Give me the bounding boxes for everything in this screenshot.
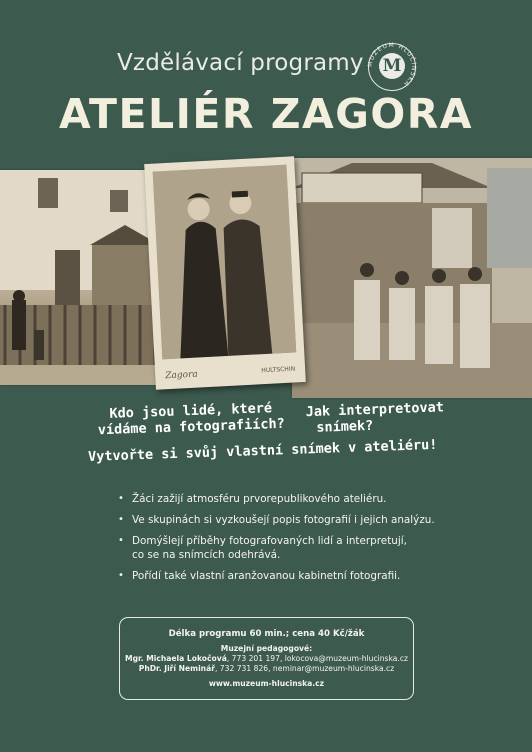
list-item (118, 569, 458, 583)
contact-2 (120, 664, 413, 673)
program-category-heading: Vzdělávací programy (117, 50, 364, 76)
bullet-icon: • (118, 514, 124, 525)
program-info-box (119, 617, 414, 700)
atelier-illustration (292, 158, 532, 398)
list-item (118, 513, 458, 527)
contact-1 (120, 654, 413, 663)
question-1-line-1: Kdo jsou lidé, které (109, 400, 273, 422)
question-2-line-1: Jak interpretovat (305, 399, 445, 421)
couple-illustration (153, 165, 297, 360)
museum-logo-mark (379, 53, 405, 79)
photo-atelier-storefront (292, 158, 532, 398)
contacts-label: Muzejní pedagogové: (220, 644, 313, 653)
photo-studio-signature: Zagora (165, 369, 199, 382)
question-how-to-interpret (305, 398, 486, 436)
program-duration-price: Délka programu 60 min.; cena 40 Kč/žák (168, 629, 365, 639)
photo-collage (0, 158, 532, 398)
list-item (118, 492, 458, 506)
contact-2-details: , 732 731 826, neminar@muzeum-hlucinska.cz (214, 664, 395, 673)
list-item (118, 534, 422, 562)
activity-list (118, 492, 458, 590)
page-title: ATELIÉR ZAGORA (58, 90, 474, 138)
question-2-line-2: snímek? (316, 417, 374, 436)
list-item-text: Ve skupinách si vyzkoušejí popis fotografií i jejich analýzu. (132, 514, 435, 526)
website-link[interactable]: www.muzeum-hlucinska.cz (208, 679, 325, 688)
photo-couple-portrait (144, 156, 306, 390)
bullet-icon: • (118, 570, 124, 581)
question-who-are-people (66, 399, 317, 440)
list-item-text: Žáci zažijí atmosféru prvorepublikového ateliéru. (132, 493, 387, 505)
question-1-line-2: vídáme na fotografiích? (97, 415, 285, 439)
portrait-image (153, 165, 297, 360)
contact-1-name: Mgr. Michaela Lokočová (125, 654, 227, 663)
photo-house-with-fence (0, 170, 160, 385)
call-to-action: Vytvořte si svůj vlastní snímek v ateliéru! (87, 436, 438, 465)
list-item-text: Pořídí také vlastní aranžovanou kabinetní fotografii. (132, 570, 401, 582)
museum-logo-text: MUZEUM HLUČÍNSKA (367, 42, 417, 88)
list-item-text: Domýšlejí příběhy fotografovaných lidí a interpretují, co se na snímcích odehrává. (132, 535, 407, 561)
contact-1-details: , 773 201 197, lokocova@muzeum-hlucinska.cz (226, 654, 408, 663)
house-illustration (0, 170, 160, 385)
bullet-icon: • (118, 493, 124, 504)
bullet-icon: • (118, 535, 124, 546)
museum-logo-letter: M (382, 56, 402, 76)
photo-studio-location: HULTSCHIN (261, 365, 296, 375)
contact-2-name: PhDr. Jiří Neminář (138, 664, 215, 673)
